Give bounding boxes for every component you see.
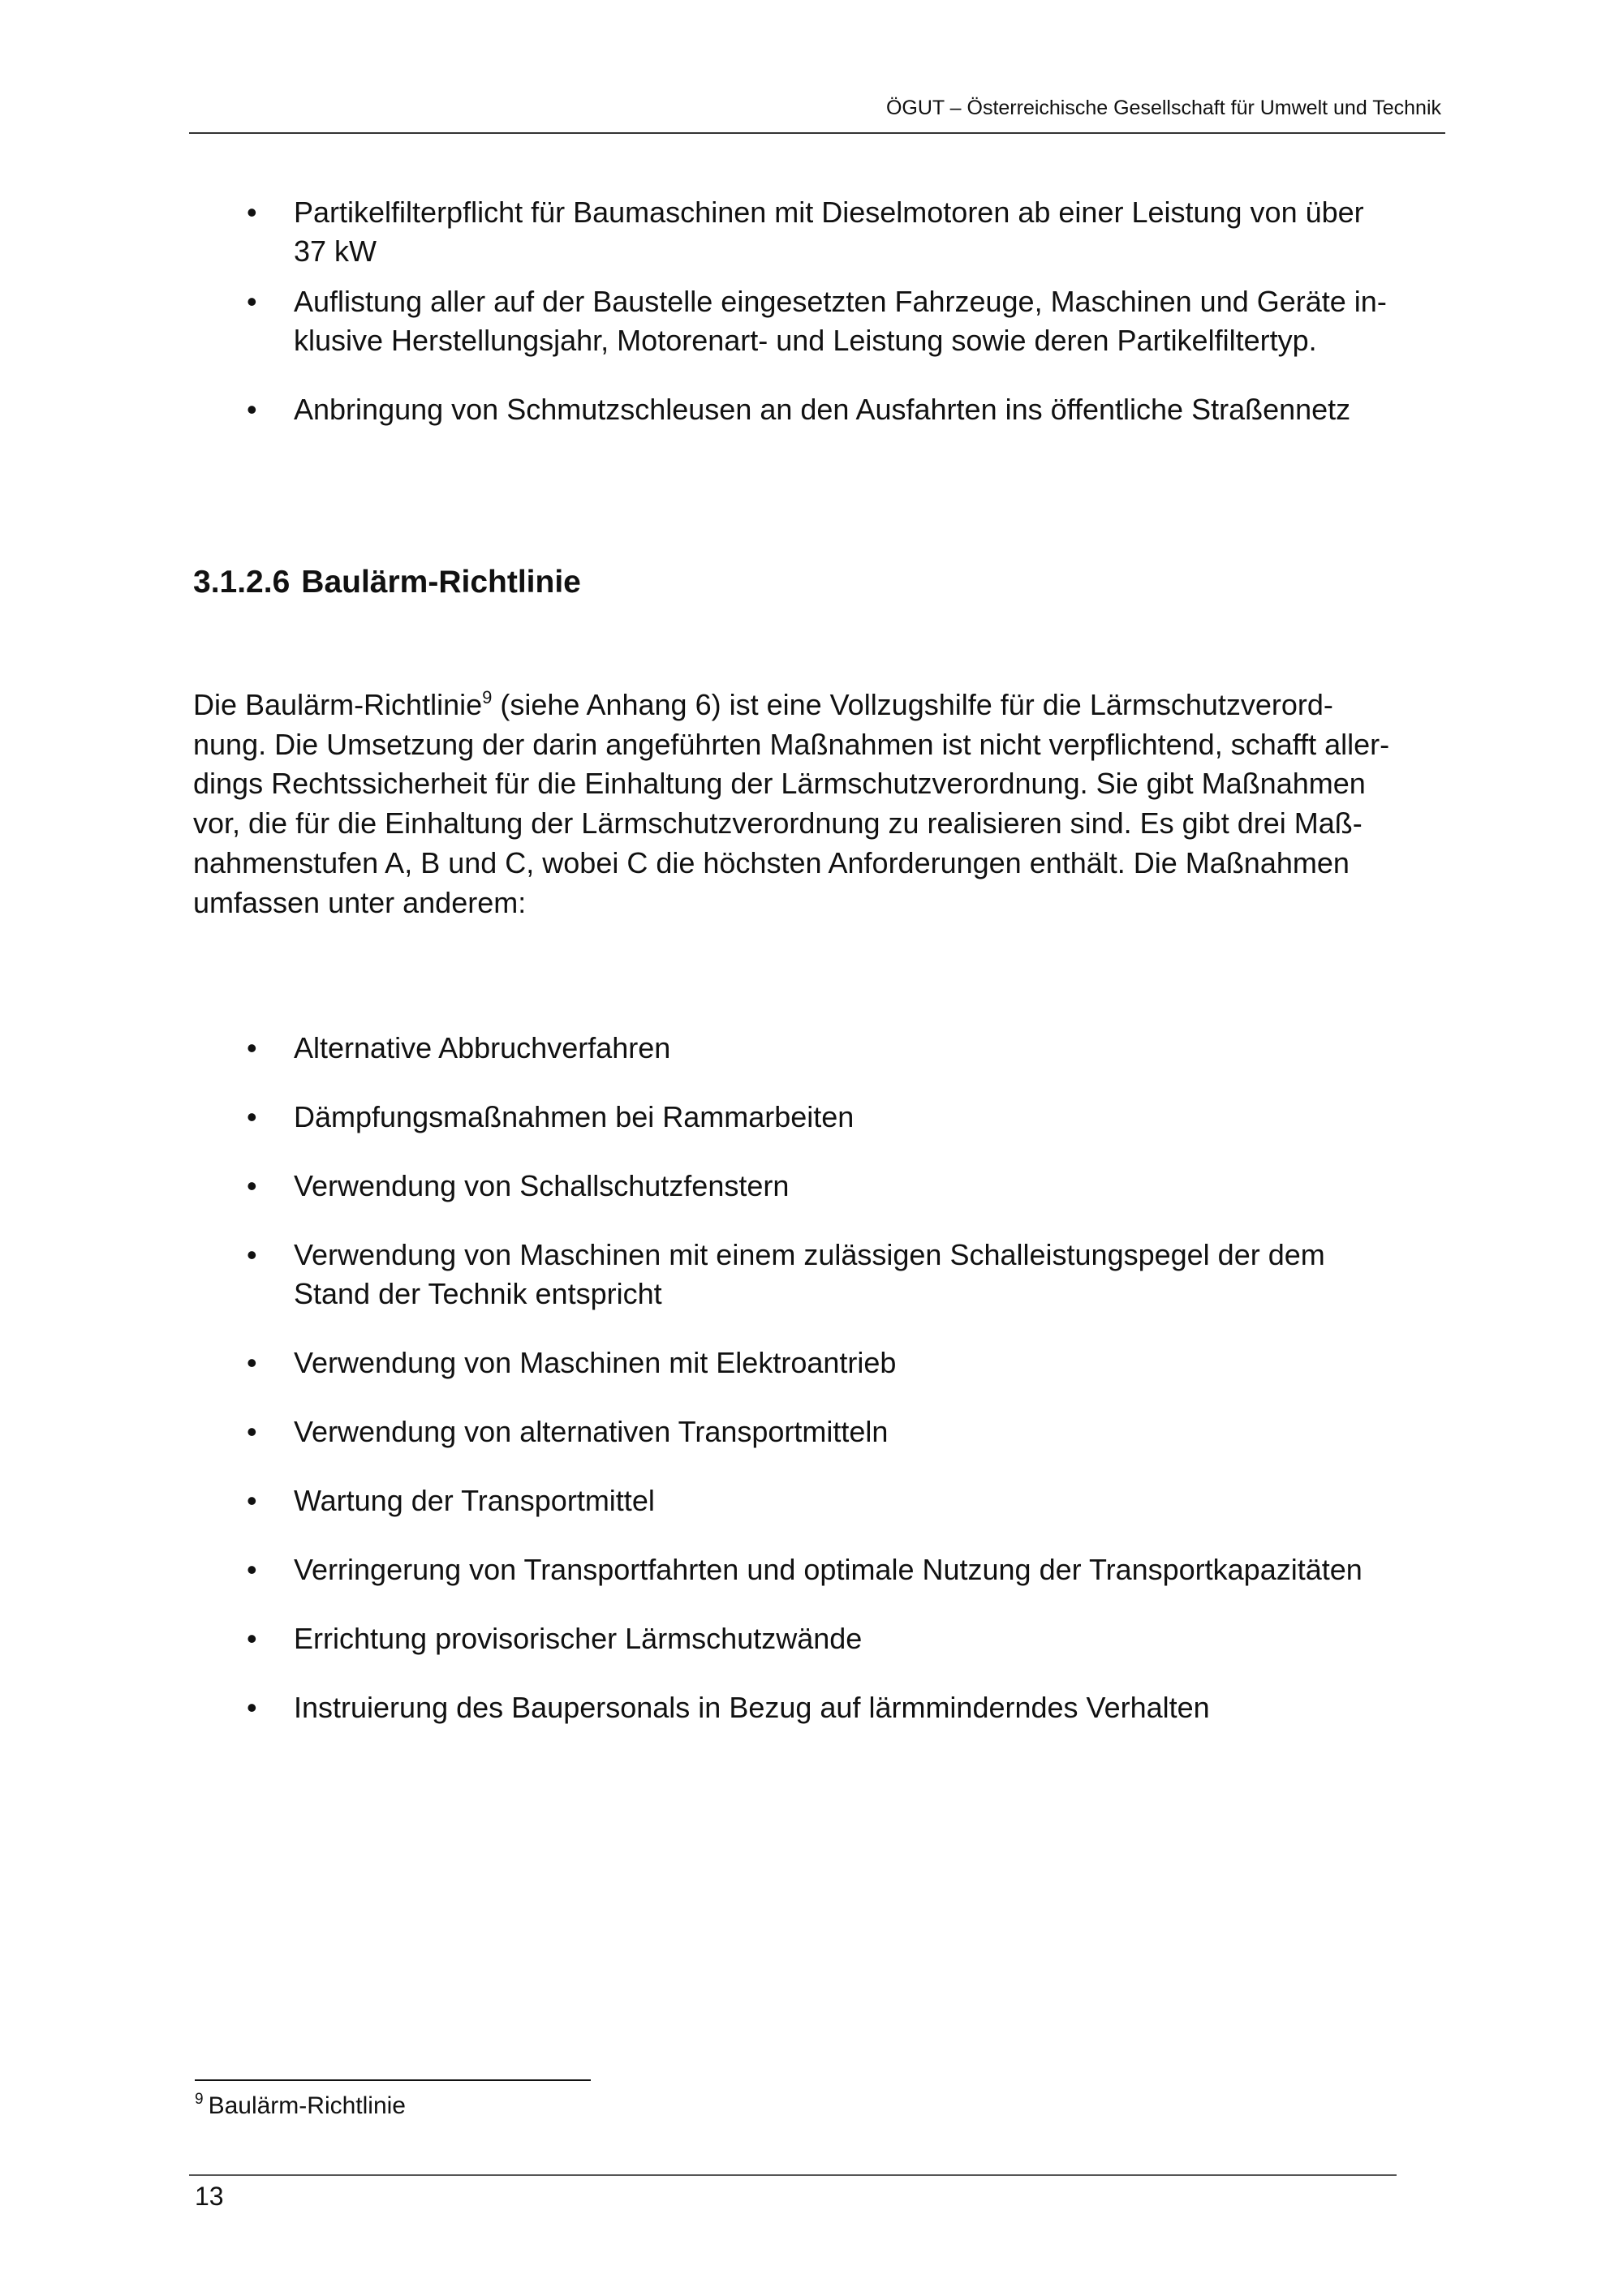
- list-item-text: Verwendung von alternativen Transportmitteln: [294, 1415, 889, 1448]
- bullet-icon: •: [247, 1169, 257, 1202]
- list-item-text: Anbringung von Schmutzschleusen an den Ausfahrten ins öffentliche Straßennetz: [294, 393, 1351, 426]
- body-paragraph: [193, 686, 1435, 922]
- section-heading: [193, 563, 581, 602]
- list-item-text: Alternative Abbruchverfahren: [294, 1031, 671, 1064]
- bullet-icon: •: [247, 1691, 257, 1724]
- list-item: [0, 1619, 1430, 1658]
- bullet-icon: •: [247, 1622, 257, 1655]
- bullet-icon: •: [247, 196, 257, 229]
- measures-bullet-list: [0, 1029, 1430, 1757]
- bullet-icon: •: [247, 285, 257, 318]
- list-item: [0, 1098, 1430, 1137]
- paragraph-lead: Die Baulärm-Richtlinie: [193, 688, 483, 721]
- footnote-text: Baulärm-Richtlinie: [208, 2092, 406, 2119]
- list-item-text: Dämpfungsmaßnahmen bei Rammarbeiten: [294, 1100, 855, 1133]
- intro-bullet-list: [0, 193, 1430, 429]
- bullet-icon: •: [247, 1031, 257, 1064]
- list-item-text: Verwendung von Maschinen mit einem zulässigen Schalleistungspegel der dem Stand der Technik entspricht: [294, 1238, 1325, 1310]
- paragraph-text: (siehe Anhang 6) ist eine Vollzugshilfe für die Lärmschutzverord- nung. Die Umsetzung der darin angeführten Maßnahmen ist nicht verpflichtend, schafft aller- dings Rechtssicherheit für die Einhaltung der Lärmschutzverordnung. Sie gibt Maßnahmen vor, die für die Einhaltung der Lärmschutzverordnung zu realisieren sind. Es gibt drei Maß- nahmenstufen A, B und C, wobei C die höchsten Anforderungen enthält. Die Maßnahmen umfassen unter anderem:: [193, 688, 1390, 919]
- list-item-text: Instruierung des Baupersonals in Bezug auf lärmminderndes Verhalten: [294, 1691, 1210, 1724]
- list-item: [0, 282, 1430, 360]
- bullet-icon: •: [247, 1553, 257, 1586]
- header-divider: [189, 132, 1445, 134]
- list-item: [0, 1688, 1430, 1727]
- bullet-icon: •: [247, 393, 257, 426]
- bullet-icon: •: [247, 1415, 257, 1448]
- bullet-icon: •: [247, 1238, 257, 1271]
- list-item-text: Verwendung von Maschinen mit Elektroantrieb: [294, 1346, 897, 1379]
- list-item-text: Auflistung aller auf der Baustelle eingesetzten Fahrzeuge, Maschinen und Geräte in- klusive Herstellungsjahr, Motorenart- und Leistung sowie deren Partikelfiltertyp.: [294, 285, 1387, 357]
- list-item: [0, 1029, 1430, 1068]
- list-item-text: Errichtung provisorischer Lärmschutzwände: [294, 1622, 863, 1655]
- footer-divider: [189, 2174, 1397, 2176]
- list-item-text: Verringerung von Transportfahrten und optimale Nutzung der Transportkapazitäten: [294, 1553, 1363, 1586]
- running-header: ÖGUT – Österreichische Gesellschaft für Umwelt und Technik: [885, 97, 1441, 119]
- section-title: Baulärm-Richtlinie: [301, 565, 581, 600]
- page-number: 13: [195, 2182, 224, 2211]
- bullet-icon: •: [247, 1346, 257, 1379]
- list-item: [0, 390, 1430, 429]
- footnote-number: 9: [195, 2091, 204, 2108]
- list-item-text: Partikelfilterpflicht für Baumaschinen mit Dieselmotoren ab einer Leistung von über 37 kW: [294, 196, 1364, 268]
- bullet-icon: •: [247, 1484, 257, 1517]
- list-item: [0, 1167, 1430, 1206]
- footnote-reference[interactable]: 9: [482, 687, 493, 707]
- footnote: [195, 2092, 406, 2121]
- section-number: 3.1.2.6: [193, 565, 291, 600]
- bullet-icon: •: [247, 1100, 257, 1133]
- list-item: [0, 1344, 1430, 1382]
- list-item-text: Wartung der Transportmittel: [294, 1484, 655, 1517]
- list-item: [0, 1550, 1430, 1589]
- footnote-divider: [195, 2079, 591, 2081]
- list-item: [0, 193, 1430, 271]
- list-item-text: Verwendung von Schallschutzfenstern: [294, 1169, 790, 1202]
- list-item: [0, 1481, 1430, 1520]
- list-item: [0, 1236, 1430, 1314]
- list-item: [0, 1412, 1430, 1451]
